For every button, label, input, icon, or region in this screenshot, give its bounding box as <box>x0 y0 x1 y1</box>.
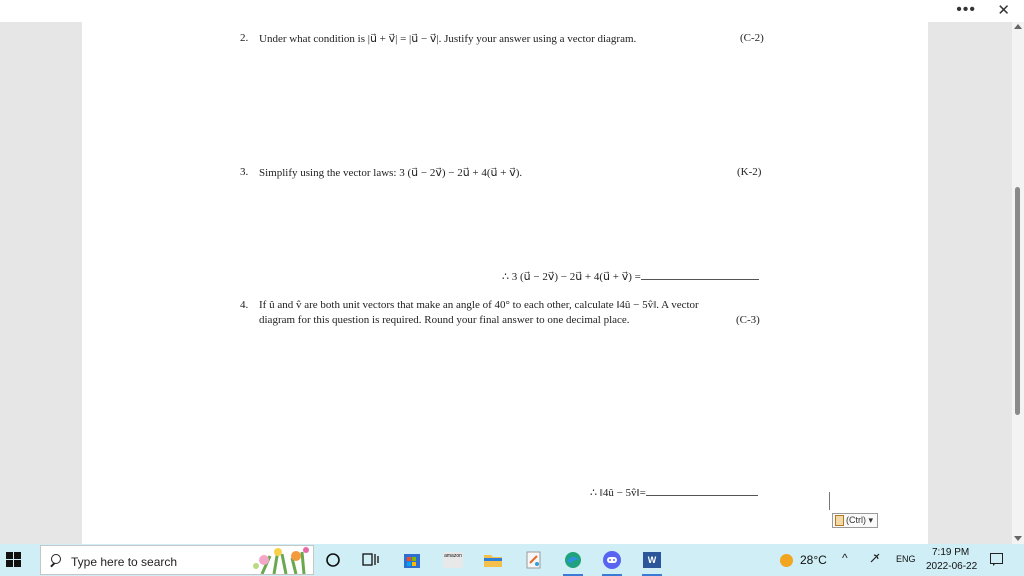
scroll-up-arrow-icon[interactable] <box>1014 24 1022 29</box>
edge-browser-icon[interactable] <box>561 548 585 572</box>
question-3-code: (K-2) <box>737 166 762 178</box>
microsoft-store-icon[interactable] <box>400 548 424 572</box>
question-4-code: (C-3) <box>736 314 760 326</box>
document-workspace <box>0 22 1012 544</box>
question-2-number: 2. <box>240 32 249 44</box>
close-icon[interactable]: ✕ <box>997 2 1010 19</box>
paint-icon[interactable] <box>522 548 546 572</box>
scrollbar-thumb[interactable] <box>1015 187 1020 415</box>
question-2-text: Under what condition is |u⃗ + v⃗| = |u⃗ − v⃗|. Justify your answer using a vector diagram. <box>259 33 637 45</box>
network-icon[interactable] <box>869 552 881 567</box>
question-4-answer-prefix: ∴ ‖4û − 5v̂‖= <box>590 487 646 499</box>
question-3-answer-line <box>502 270 759 283</box>
document-page[interactable] <box>82 22 928 544</box>
paste-options-button[interactable] <box>832 513 878 528</box>
word-icon[interactable] <box>640 548 664 572</box>
cortana-icon[interactable] <box>321 548 345 572</box>
question-3-answer-prefix: ∴ 3 (u⃗ − 2v⃗) − 2u⃗ + 4(u⃗ + v⃗) = <box>502 271 641 283</box>
notifications-icon[interactable] <box>990 553 1003 564</box>
clock-date[interactable]: 2022-06-22 <box>926 561 978 572</box>
clock-time[interactable]: 7:19 PM <box>932 547 970 558</box>
weather-temperature[interactable]: 28°C <box>800 553 827 567</box>
question-4-text-line1: If û and v̂ are both unit vectors that make an angle of 40° to each other, calculate ‖4û − 5v̂‖. A vector <box>259 299 699 311</box>
question-2-code: (C-2) <box>740 32 764 44</box>
windows-start-icon[interactable] <box>6 552 22 568</box>
taskbar <box>0 544 1024 576</box>
question-4-answer-line <box>590 486 758 499</box>
show-hidden-icons-chevron-icon[interactable]: ^ <box>842 551 848 565</box>
word-label: W <box>643 552 661 568</box>
question-4-answer-blank[interactable] <box>646 486 758 496</box>
task-view-icon[interactable] <box>359 548 383 572</box>
paste-options-label: (Ctrl) ▾ <box>846 515 874 525</box>
question-4-number: 4. <box>240 299 249 311</box>
scroll-down-arrow-icon[interactable] <box>1014 536 1022 541</box>
more-options-icon[interactable]: ••• <box>956 1 976 18</box>
question-3-number: 3. <box>240 166 249 178</box>
document-content <box>82 22 928 544</box>
window-title-bar <box>0 0 1024 22</box>
amazon-icon[interactable] <box>441 548 465 572</box>
amazon-label: amazon <box>443 552 463 568</box>
search-placeholder: Type here to search <box>71 555 178 569</box>
discord-icon[interactable] <box>600 548 624 572</box>
search-highlight-flowers-icon <box>252 544 314 574</box>
weather-sun-icon[interactable] <box>780 554 793 567</box>
question-3-answer-blank[interactable] <box>641 270 759 280</box>
question-4-text-line2: diagram for this question is required. Round your final answer to one decimal place. <box>259 314 630 326</box>
file-explorer-icon[interactable] <box>481 548 505 572</box>
question-3-text: Simplify using the vector laws: 3 (u⃗ − 2v⃗) − 2u⃗ + 4(u⃗ + v⃗). <box>259 167 523 179</box>
clipboard-icon <box>835 515 844 526</box>
vertical-scrollbar[interactable] <box>1012 22 1024 544</box>
text-cursor <box>829 492 830 510</box>
language-indicator[interactable]: ENG <box>896 554 916 564</box>
